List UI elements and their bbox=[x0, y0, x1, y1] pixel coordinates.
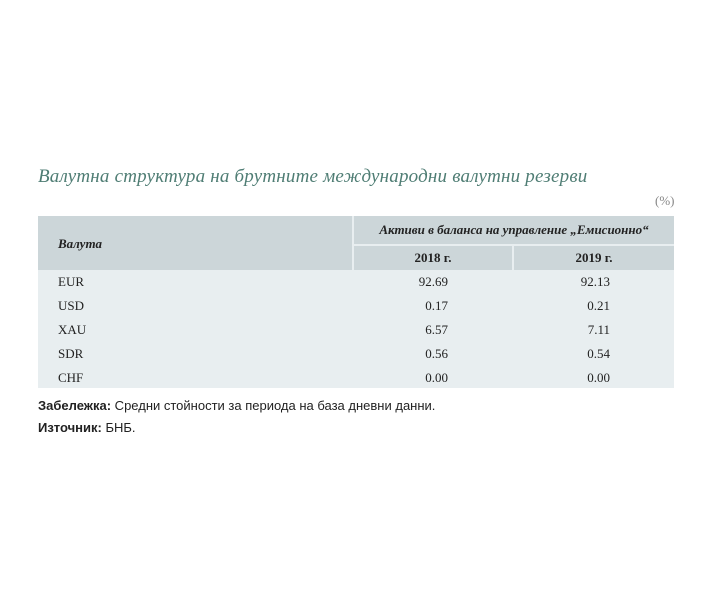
value-2018-cell: 6.57 bbox=[425, 322, 448, 337]
table-source bbox=[38, 420, 136, 435]
table-row bbox=[38, 270, 674, 294]
table-row bbox=[38, 342, 674, 366]
value-2018-cell: 0.17 bbox=[425, 298, 448, 313]
currency-column-header bbox=[38, 216, 352, 270]
value-2019-cell: 0.21 bbox=[587, 298, 610, 313]
currency-cell: USD bbox=[58, 298, 85, 313]
value-2018-cell: 0.00 bbox=[425, 370, 448, 385]
source-label: Източник: bbox=[38, 420, 102, 435]
year-header-2019: 2019 г. bbox=[514, 246, 674, 270]
value-2019-cell: 7.11 bbox=[587, 322, 610, 337]
reserves-table bbox=[38, 216, 674, 388]
currency-cell: EUR bbox=[58, 274, 84, 289]
value-2018-cell: 0.56 bbox=[425, 346, 448, 361]
note-label: Забележка: bbox=[38, 398, 112, 413]
note-text: Средни стойности за периода на база дневни данни. bbox=[111, 398, 436, 413]
year-header-2018: 2018 г. bbox=[354, 246, 512, 270]
table-row bbox=[38, 294, 674, 318]
value-2018-cell: 92.69 bbox=[418, 274, 448, 289]
currency-header-label: Валута bbox=[58, 236, 103, 251]
currency-cell: CHF bbox=[58, 370, 84, 385]
table-note bbox=[38, 398, 435, 413]
table-row bbox=[38, 366, 674, 390]
value-2019-cell: 92.13 bbox=[580, 274, 610, 289]
currency-cell: SDR bbox=[58, 346, 84, 361]
table-row bbox=[38, 318, 674, 342]
table-title: Валутна структура на брутните международни валутни резерви bbox=[38, 166, 588, 187]
source-text: БНБ. bbox=[101, 420, 136, 435]
value-2019-cell: 0.54 bbox=[587, 346, 610, 361]
currency-cell: XAU bbox=[58, 322, 87, 337]
unit-label: (%) bbox=[655, 193, 675, 208]
group-header: Активи в баланса на управление „Емисионно“ bbox=[354, 216, 674, 244]
value-2019-cell: 0.00 bbox=[587, 370, 610, 385]
